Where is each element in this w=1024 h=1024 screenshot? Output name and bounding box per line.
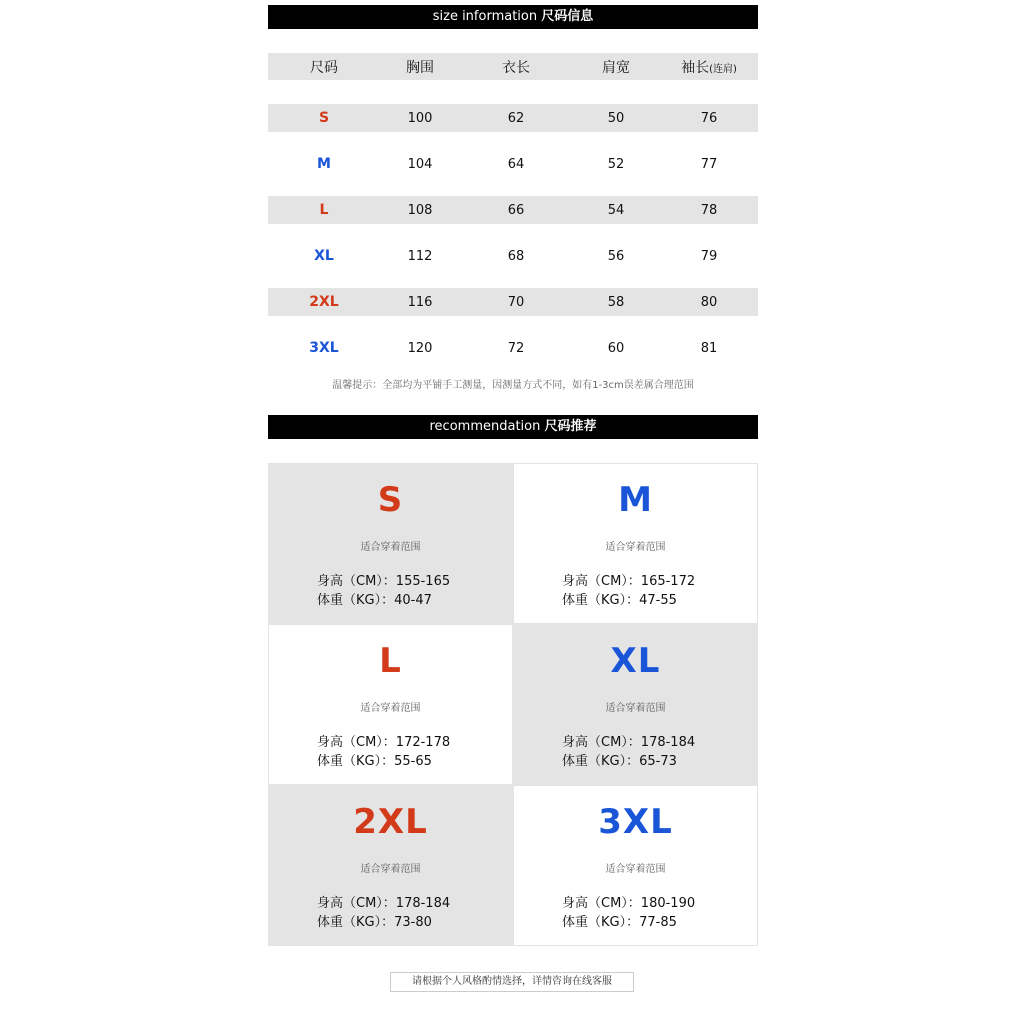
- card-fit-label: 适合穿着范围: [605, 864, 666, 875]
- card-weight: 体重（KG）：55-65: [317, 754, 432, 769]
- card-weight: 体重（KG）：40-47: [317, 593, 432, 608]
- chest-cell: 116: [407, 294, 433, 310]
- card-weight: 体重（KG）：77-85: [562, 915, 677, 930]
- sleeve-cell: 81: [700, 340, 718, 356]
- card-spec: [317, 894, 450, 932]
- sleeve-cell: 78: [700, 202, 718, 218]
- sleeve-cell: 79: [700, 248, 718, 264]
- card-size: M: [618, 480, 653, 520]
- recommend-card-l: [268, 624, 513, 785]
- size-info-banner-zh: 尺码信息: [541, 9, 594, 24]
- recommend-card-3xl: [513, 785, 758, 946]
- sleeve-cell: 80: [700, 294, 718, 310]
- card-weight: 体重（KG）：47-55: [562, 593, 677, 608]
- card-weight: 体重（KG）：65-73: [562, 754, 677, 769]
- length-cell: 66: [507, 202, 525, 218]
- size-cell: L: [319, 202, 329, 218]
- size-cell: S: [318, 110, 330, 126]
- card-spec: [562, 733, 695, 771]
- recommend-card-s: [268, 463, 513, 624]
- recommendation-grid: [268, 463, 758, 947]
- size-cell: XL: [314, 248, 334, 264]
- sleeve-cell: 77: [700, 156, 718, 172]
- size-table-header: [268, 53, 758, 80]
- card-fit-label: 适合穿着范围: [360, 703, 421, 714]
- card-size: L: [379, 641, 402, 681]
- size-cell: 3XL: [309, 340, 339, 356]
- table-row: [268, 242, 758, 270]
- shoulder-cell: 54: [607, 202, 625, 218]
- recommend-card-2xl: [268, 785, 513, 946]
- card-fit-label: 适合穿着范围: [360, 542, 421, 553]
- card-height: 身高（CM）：155-165: [317, 574, 451, 589]
- header-sleeve: [660, 57, 758, 77]
- card-spec: [317, 733, 450, 771]
- card-height: 身高（CM）：178-184: [317, 896, 451, 911]
- card-height: 身高（CM）：172-178: [317, 735, 451, 750]
- size-cell: 2XL: [309, 294, 339, 310]
- size-info-banner-en: size information: [432, 9, 542, 24]
- card-spec: [317, 572, 450, 610]
- length-cell: 72: [507, 340, 525, 356]
- shoulder-cell: 50: [607, 110, 625, 126]
- chest-cell: 120: [407, 340, 433, 356]
- chest-cell: 100: [407, 110, 433, 126]
- recommendation-banner-en: recommendation: [429, 419, 545, 434]
- card-size: 2XL: [353, 802, 428, 842]
- recommendation-banner-zh: 尺码推荐: [544, 419, 597, 434]
- card-height: 身高（CM）：180-190: [562, 896, 696, 911]
- card-size: S: [377, 480, 404, 520]
- header-size: 尺码: [310, 59, 338, 76]
- card-weight: 体重（KG）：73-80: [317, 915, 432, 930]
- sleeve-cell: 76: [700, 110, 718, 126]
- shoulder-cell: 58: [607, 294, 625, 310]
- table-row: [268, 288, 758, 316]
- chest-cell: 108: [407, 202, 433, 218]
- table-row: [268, 150, 758, 178]
- card-fit-label: 适合穿着范围: [605, 542, 666, 553]
- header-sleeve-label: 袖长: [681, 59, 710, 76]
- recommendation-banner: [268, 415, 758, 439]
- shoulder-cell: 60: [607, 340, 625, 356]
- size-cell: M: [317, 156, 331, 172]
- table-row: [268, 196, 758, 224]
- measurement-note: 温馨提示：全部均为平铺手工测量，因测量方式不同，如有1-3cm误差属合理范围: [332, 380, 694, 391]
- size-info-banner: [268, 5, 758, 29]
- card-size: XL: [610, 641, 661, 681]
- card-spec: [562, 894, 695, 932]
- header-chest: 胸围: [406, 59, 434, 76]
- length-cell: 62: [507, 110, 525, 126]
- card-fit-label: 适合穿着范围: [360, 864, 421, 875]
- recommend-card-m: [513, 463, 758, 624]
- card-fit-label: 适合穿着范围: [605, 703, 666, 714]
- chest-cell: 112: [407, 248, 433, 264]
- card-size: 3XL: [598, 802, 673, 842]
- header-shoulder: 肩宽: [602, 59, 630, 76]
- header-sleeve-note: (连肩): [709, 63, 737, 75]
- shoulder-cell: 56: [607, 248, 625, 264]
- header-length: 衣长: [502, 59, 530, 76]
- card-spec: [562, 572, 695, 610]
- length-cell: 64: [507, 156, 525, 172]
- shoulder-cell: 52: [607, 156, 625, 172]
- length-cell: 68: [507, 248, 525, 264]
- chest-cell: 104: [407, 156, 433, 172]
- length-cell: 70: [507, 294, 525, 310]
- table-row: [268, 334, 758, 362]
- card-height: 身高（CM）：165-172: [562, 574, 696, 589]
- customer-service-notice: 请根据个人风格酌情选择，详情咨询在线客服: [390, 972, 634, 992]
- table-row: [268, 104, 758, 132]
- recommend-card-xl: [513, 624, 758, 785]
- card-height: 身高（CM）：178-184: [562, 735, 696, 750]
